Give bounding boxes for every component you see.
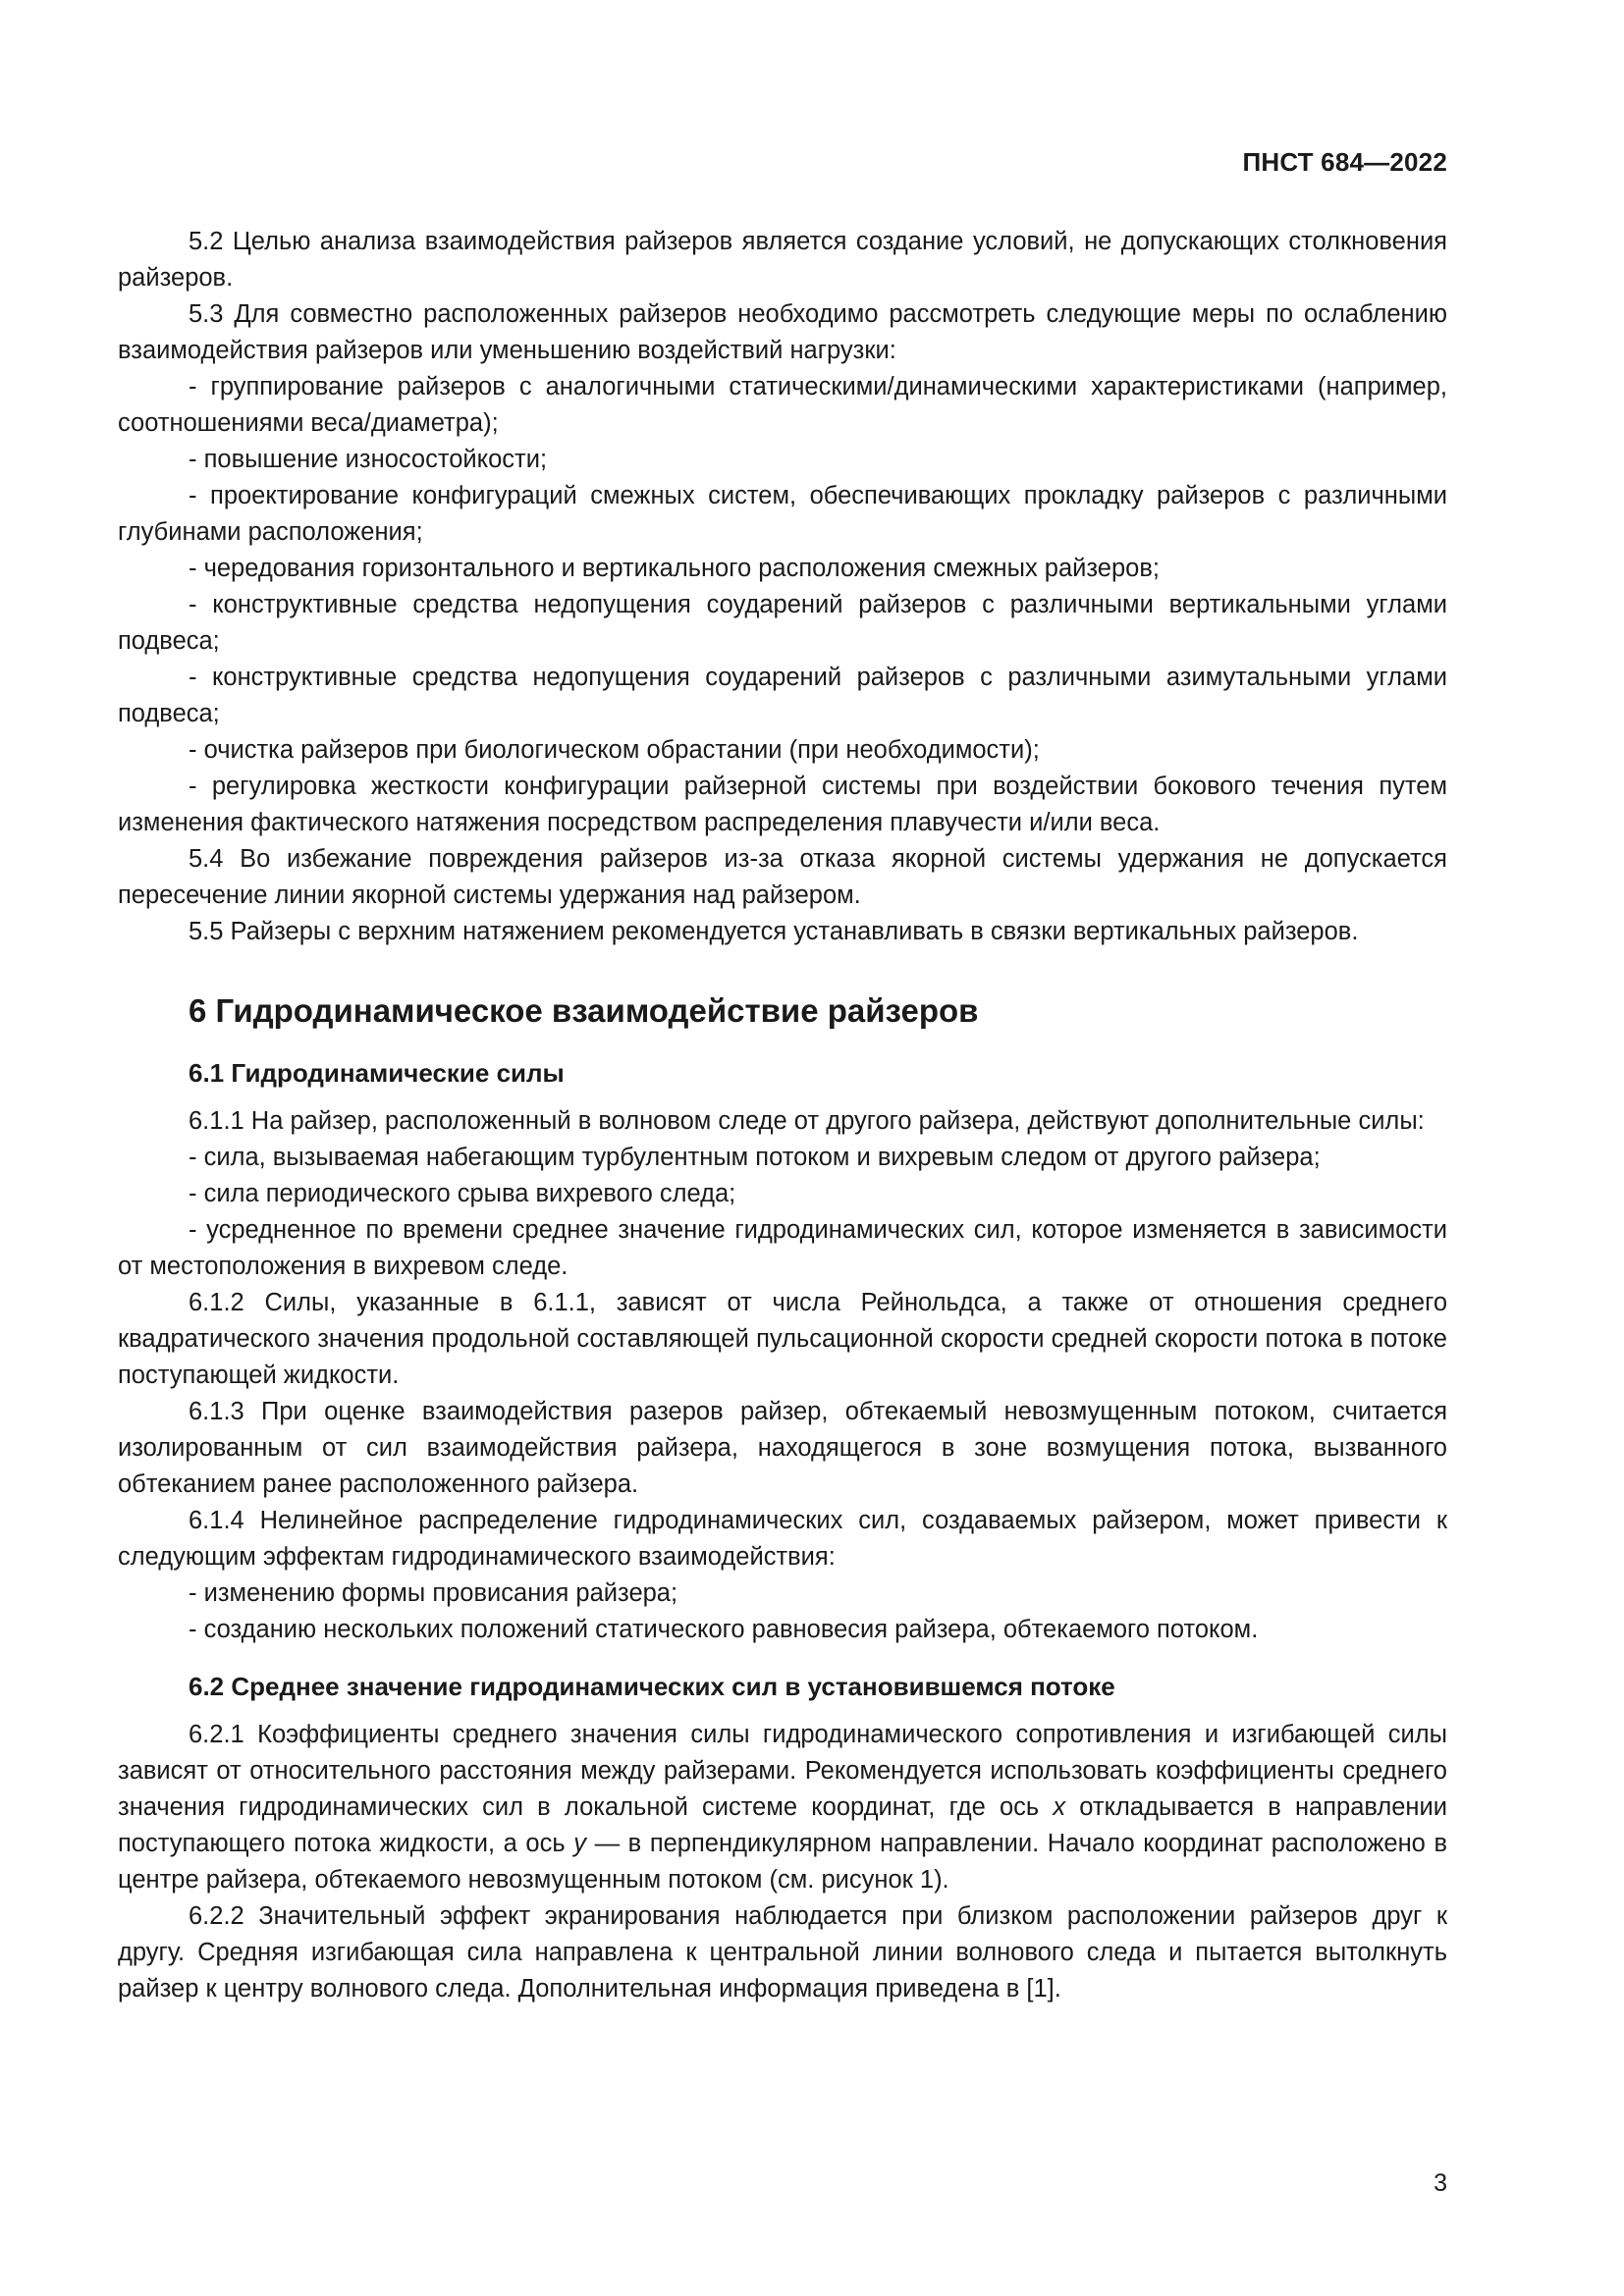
list-item: - усредненное по времени среднее значение гидродинамических сил, которое изменяется в зависимости от местоположения в вихревом следе. <box>118 1216 1447 1280</box>
list-item: - регулировка жесткости конфигурации райзерной системы при воздействии бокового течения путем изменения фактического натяжения посредством распределения плавучести и/или веса. <box>118 773 1447 836</box>
list-item: - сила, вызываемая набегающим турбулентным потоком и вихревым следом от другого райзера; <box>189 1144 1321 1171</box>
paragraph-6-1-3: 6.1.3 При оценке взаимодействия разеров райзер, обтекаемый невозмущенным потоком, считается изолированным от сил взаимодействия райзера, находящегося в зоне возмущения потока, вызванного обтеканием ранее расположенного райзера. <box>118 1398 1447 1498</box>
paragraph-6-1-2: 6.1.2 Силы, указанные в 6.1.1, зависят от числа Рейнольдса, а также от отношения среднего квадратического значения продольной составляющей пульсационной скорости средней скорости потока в потоке поступающей жидкости. <box>118 1289 1447 1389</box>
paragraph-6-1-1: 6.1.1 На райзер, расположенный в волновом следе от другого райзера, действуют дополнительные силы: <box>189 1107 1425 1135</box>
subsection-6-2-heading: 6.2 Среднее значение гидродинамических сил в установившемся потоке <box>189 1672 1115 1701</box>
subsection-6-1-heading: 6.1 Гидродинамические силы <box>189 1058 565 1088</box>
paragraph-6-1-4: 6.1.4 Нелинейное распределение гидродинамических сил, создаваемых райзером, может привести к следующим эффектам гидродинамического взаимодействия: <box>118 1507 1447 1571</box>
document-body <box>118 224 1447 2007</box>
document-page <box>118 0 1447 2296</box>
paragraph-5-2: 5.2 Целью анализа взаимодействия райзеров является создание условий, не допускающих столкновения райзеров. <box>118 228 1447 292</box>
text-run: 6.2.1 Коэффициенты среднего значения силы гидродинамического сопротивления и изгибающей силы зависят от относительного расстояния между райзерами. Рекомендуется использовать коэффициенты среднего значения гидродинамических сил в локальной системе координат, где ось <box>118 1721 1447 1821</box>
page-number: 3 <box>1434 2169 1447 2197</box>
list-item: - очистка райзеров при биологическом обрастании (при необходимости); <box>189 736 1040 764</box>
paragraph-6-2-2: 6.2.2 Значительный эффект экранирования наблюдается при близком расположении райзеров друг к другу. Средняя изгибающая сила направлена к центральной линии волнового следа и пытается вытолкнуть райзер к центру волнового следа. Дополнительная информация приведена в [1]. <box>118 1902 1447 2002</box>
paragraph-5-5: 5.5 Райзеры с верхним натяжением рекомендуется устанавливать в связки вертикальных райзеров. <box>189 918 1359 945</box>
list-item: - конструктивные средства недопущения соударений райзеров с различными азимутальными углами подвеса; <box>118 664 1447 727</box>
list-item: - изменению формы провисания райзера; <box>189 1579 678 1607</box>
list-item: - проектирование конфигураций смежных систем, обеспечивающих прокладку райзеров с различными глубинами расположения; <box>118 482 1447 546</box>
axis-x-symbol: x <box>1053 1793 1066 1821</box>
paragraph-6-2-1 <box>118 1717 1447 1898</box>
text-run: — в перпендикулярном направлении. Начало координат расположено в центре райзера, обтекаемого невозмущенным потоком (см. рисунок 1). <box>118 1830 1448 1894</box>
section-6-heading: 6 Гидродинамическое взаимодействие райзеров <box>189 992 979 1029</box>
list-item: - повышение износостойкости; <box>189 446 548 473</box>
list-item: - созданию нескольких положений статического равновесия райзера, обтекаемого потоком. <box>189 1616 1259 1643</box>
list-item: - сила периодического срыва вихревого следа; <box>189 1180 736 1207</box>
list-item: - конструктивные средства недопущения соударений райзеров с различными вертикальными углами подвеса; <box>118 591 1447 655</box>
paragraph-5-4: 5.4 Во избежание повреждения райзеров из-за отказа якорной системы удержания не допускается пересечение линии якорной системы удержания над райзером. <box>118 845 1447 909</box>
list-item: - группирование райзеров с аналогичными статическими/динамическими характеристиками (например, соотношениями веса/диаметра); <box>118 373 1447 437</box>
text-run: откладывается в направлении поступающего потока жидкости, а ось <box>118 1793 1447 1857</box>
axis-y-symbol: y <box>573 1830 586 1857</box>
list-item: - чередования горизонтального и вертикального расположения смежных райзеров; <box>189 555 1160 582</box>
paragraph-5-3: 5.3 Для совместно расположенных райзеров необходимо рассмотреть следующие меры по ослаблению взаимодействия райзеров или уменьшению воздействий нагрузки: <box>118 300 1447 364</box>
document-code: ПНСТ 684—2022 <box>1242 147 1447 177</box>
